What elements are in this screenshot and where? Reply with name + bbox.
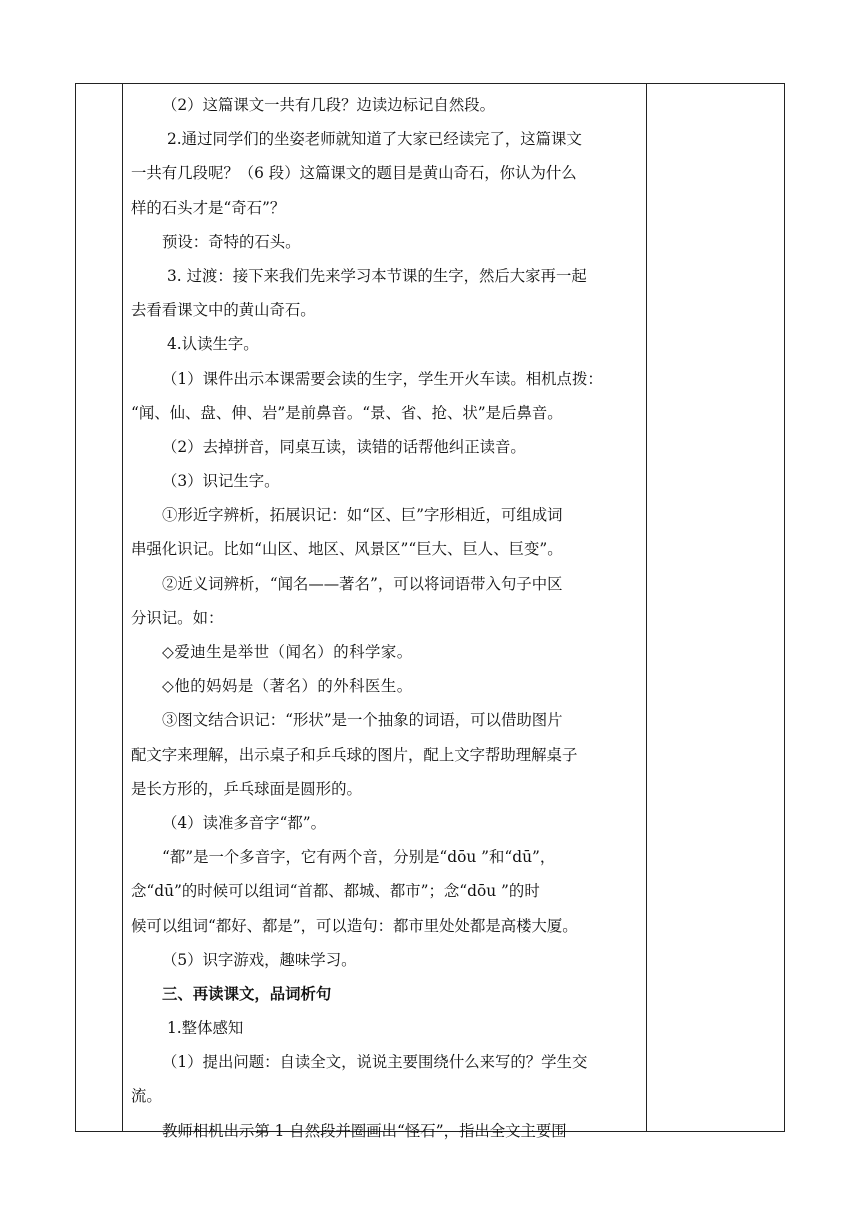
paragraph-line: ①形近字辨析，拓展识记：如“区、巨”字形相近，可组成词 [162, 506, 563, 525]
paragraph-line: 候可以组词“都好、都是”，可以造句：都市里处处都是高楼大厦。 [131, 916, 578, 935]
paragraph-line: （2）去掉拼音，同桌互读，读错的话帮他纠正读音。 [162, 437, 526, 456]
paragraph-line: （1）提出问题：自读全文，说说主要围绕什么来写的？学生交 [162, 1053, 588, 1072]
paragraph-line: （5）识字游戏，趣味学习。 [162, 950, 357, 969]
paragraph-line: 4.认读生字。 [167, 335, 259, 354]
paragraph-line: 念“dū”的时候可以组词“首都、都城、都市”；念“dōu ”的时 [131, 882, 540, 901]
paragraph-line: 配文字来理解，出示桌子和乒乓球的图片，配上文字帮助理解桌子 [131, 745, 578, 764]
paragraph-line: （1）课件出示本课需要会读的生字，学生开火车读。相机点拨： [162, 369, 603, 388]
paragraph-line: 一共有几段呢？（6 段）这篇课文的题目是黄山奇石，你认为什么 [131, 164, 577, 183]
section-heading: 三、再读课文，品词析句 [162, 984, 332, 1003]
paragraph-line: “都”是一个多音字，它有两个音，分别是“dōu ”和“dū”， [162, 848, 556, 867]
paragraph-line: 3. 过渡：接下来我们先来学习本节课的生字，然后大家再一起 [167, 266, 587, 285]
paragraph-line: 去看看课文中的黄山奇石。 [131, 301, 316, 320]
lesson-content-cell [131, 88, 643, 1148]
paragraph-line: 样的石头才是“奇石”？ [131, 198, 286, 217]
paragraph-line: ②近义词辨析，“闻名——著名”，可以将词语带入句子中区 [162, 574, 563, 593]
paragraph-line: 预设：奇特的石头。 [162, 232, 301, 251]
table-right-border [784, 83, 785, 1132]
paragraph-line: 流。 [131, 1087, 162, 1106]
subsection-heading: 1.整体感知 [167, 1019, 244, 1038]
paragraph-line: （2）这篇课文一共有几段？边读边标记自然段。 [162, 96, 495, 114]
paragraph-line: 分识记。如： [131, 608, 224, 627]
paragraph-line: 是长方形的，乒乓球面是圆形的。 [131, 779, 362, 798]
table-top-border [75, 83, 785, 84]
table-column-divider-1 [122, 83, 123, 1132]
table-column-divider-2 [646, 83, 647, 1132]
paragraph-line: 2.通过同学们的坐姿老师就知道了大家已经读完了，这篇课文 [167, 130, 582, 149]
example-sentence: ◇爱迪生是举世（闻名）的科学家。 [162, 643, 413, 661]
paragraph-line: 教师相机出示第 1 自然段并圈画出“怪石”，指出全文主要围 [162, 1121, 567, 1140]
paragraph-line: （3）识记生字。 [162, 472, 280, 491]
paragraph-line: （4）读准多音字“都”。 [162, 813, 327, 832]
table-left-border [75, 83, 76, 1132]
paragraph-line: ③图文结合识记：“形状”是一个抽象的词语，可以借助图片 [162, 711, 563, 730]
example-sentence: ◇他的妈妈是（著名）的外科医生。 [162, 677, 413, 696]
paragraph-line: “闻、仙、盘、伸、岩”是前鼻音。“景、省、抢、状”是后鼻音。 [131, 403, 563, 422]
paragraph-line: 串强化识记。比如“山区、地区、风景区”“巨大、巨人、巨变”。 [131, 540, 563, 559]
